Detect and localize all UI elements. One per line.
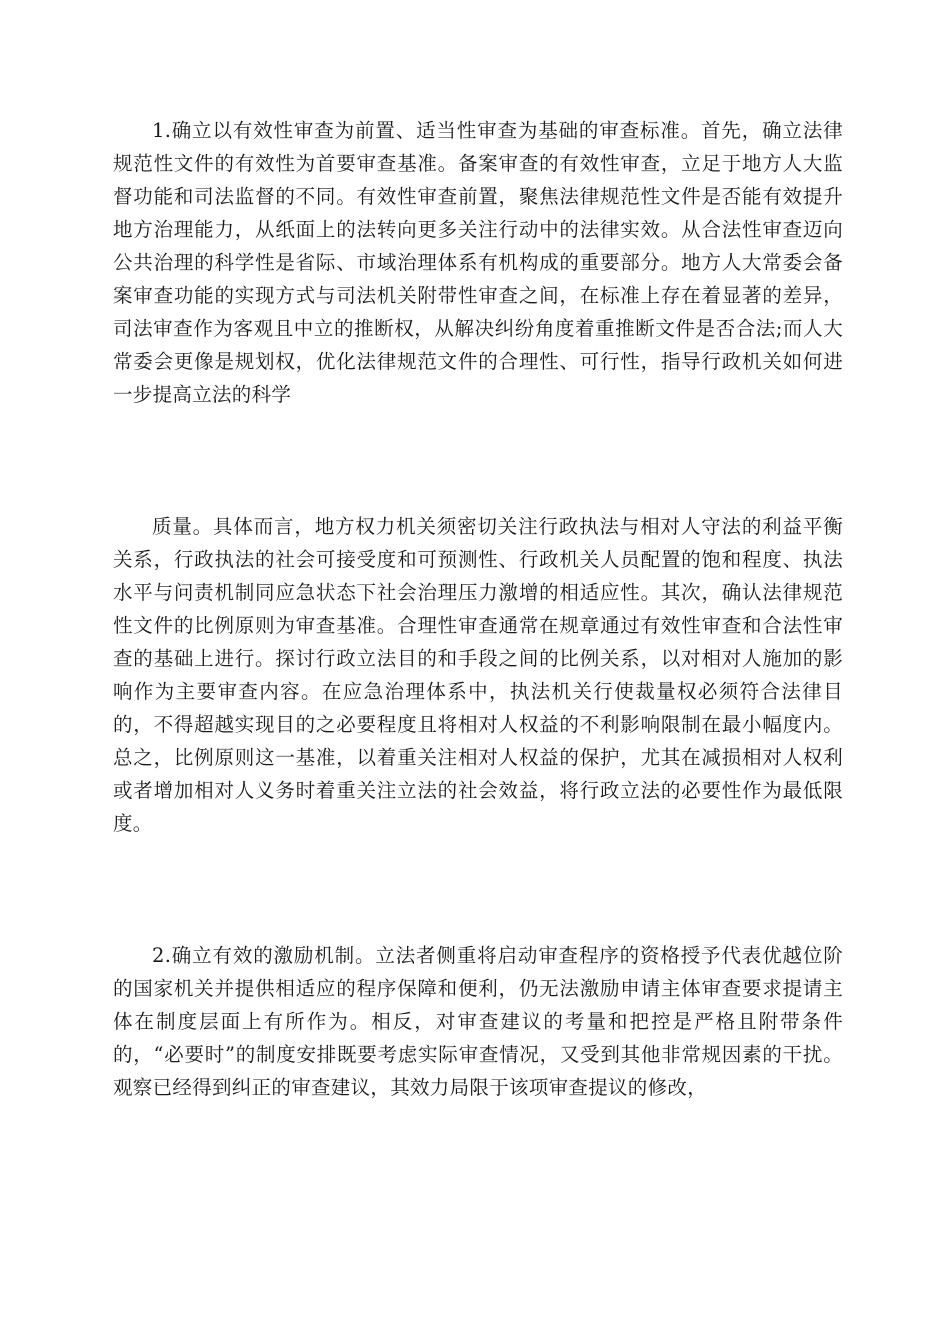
paragraph-3: 2.确立有效的激励机制。立法者侧重将启动审查程序的资格授予代表优越位阶的国家机关并提供相适应的程序保障和便利，仍无法激励申请主体审查要求提请主体在制度层面上有所作为。相反，对审查建议的考量和把控是严格且附带条件的，“必要时”的制度安排既要考虑实际审查情况，又受到其他非常规因素的干扰。观察已经得到纠正的审查建议，其效力局限于该项审查提议的修改，: [113, 944, 843, 1099]
paragraph-1: 1.确立以有效性审查为前置、适当性审查为基础的审查标准。首先，确立法律规范性文件的有效性为首要审查基准。备案审查的有效性审查，立足于地方人大监督功能和司法监督的不同。有效性审查前置，聚焦法律规范性文件是否能有效提升地方治理能力，从纸面上的法转向更多关注行动中的法律实效。从合法性审查迈向公共治理的科学性是省际、市域治理体系有机构成的重要部分。地方人大常委会备案审查功能的实现方式与司法机关附带性审查之间，在标准上存在着显著的差异，司法审查作为客观且中立的推断权，从解决纠纷角度着重推断文件是否合法;而人大常委会更像是规划权，优化法律规范文件的合理性、可行性，指导行政机关如何进一步提高立法的科学: [113, 119, 843, 406]
paragraph-2: 质量。具体而言，地方权力机关须密切关注行政执法与相对人守法的利益平衡关系，行政执法的社会可接受度和可预测性、行政机关人员配置的饱和程度、执法水平与问责机制同应急状态下社会治理压力激增的相适应性。其次，确认法律规范性文件的比例原则为审查基准。合理性审查通常在规章通过有效性审查和合法性审查的基础上进行。探讨行政立法目的和手段之间的比例关系，以对相对人施加的影响作为主要审查内容。在应急治理体系中，执法机关行使裁量权必须符合法律目的，不得超越实现目的之必要程度且将相对人权益的不利影响限制在最小幅度内。总之，比例原则这一基准，以着重关注相对人权益的保护，尤其在减损相对人权利或者增加相对人义务时着重关注立法的社会效益，将行政立法的必要性作为最低限度。: [113, 515, 843, 835]
